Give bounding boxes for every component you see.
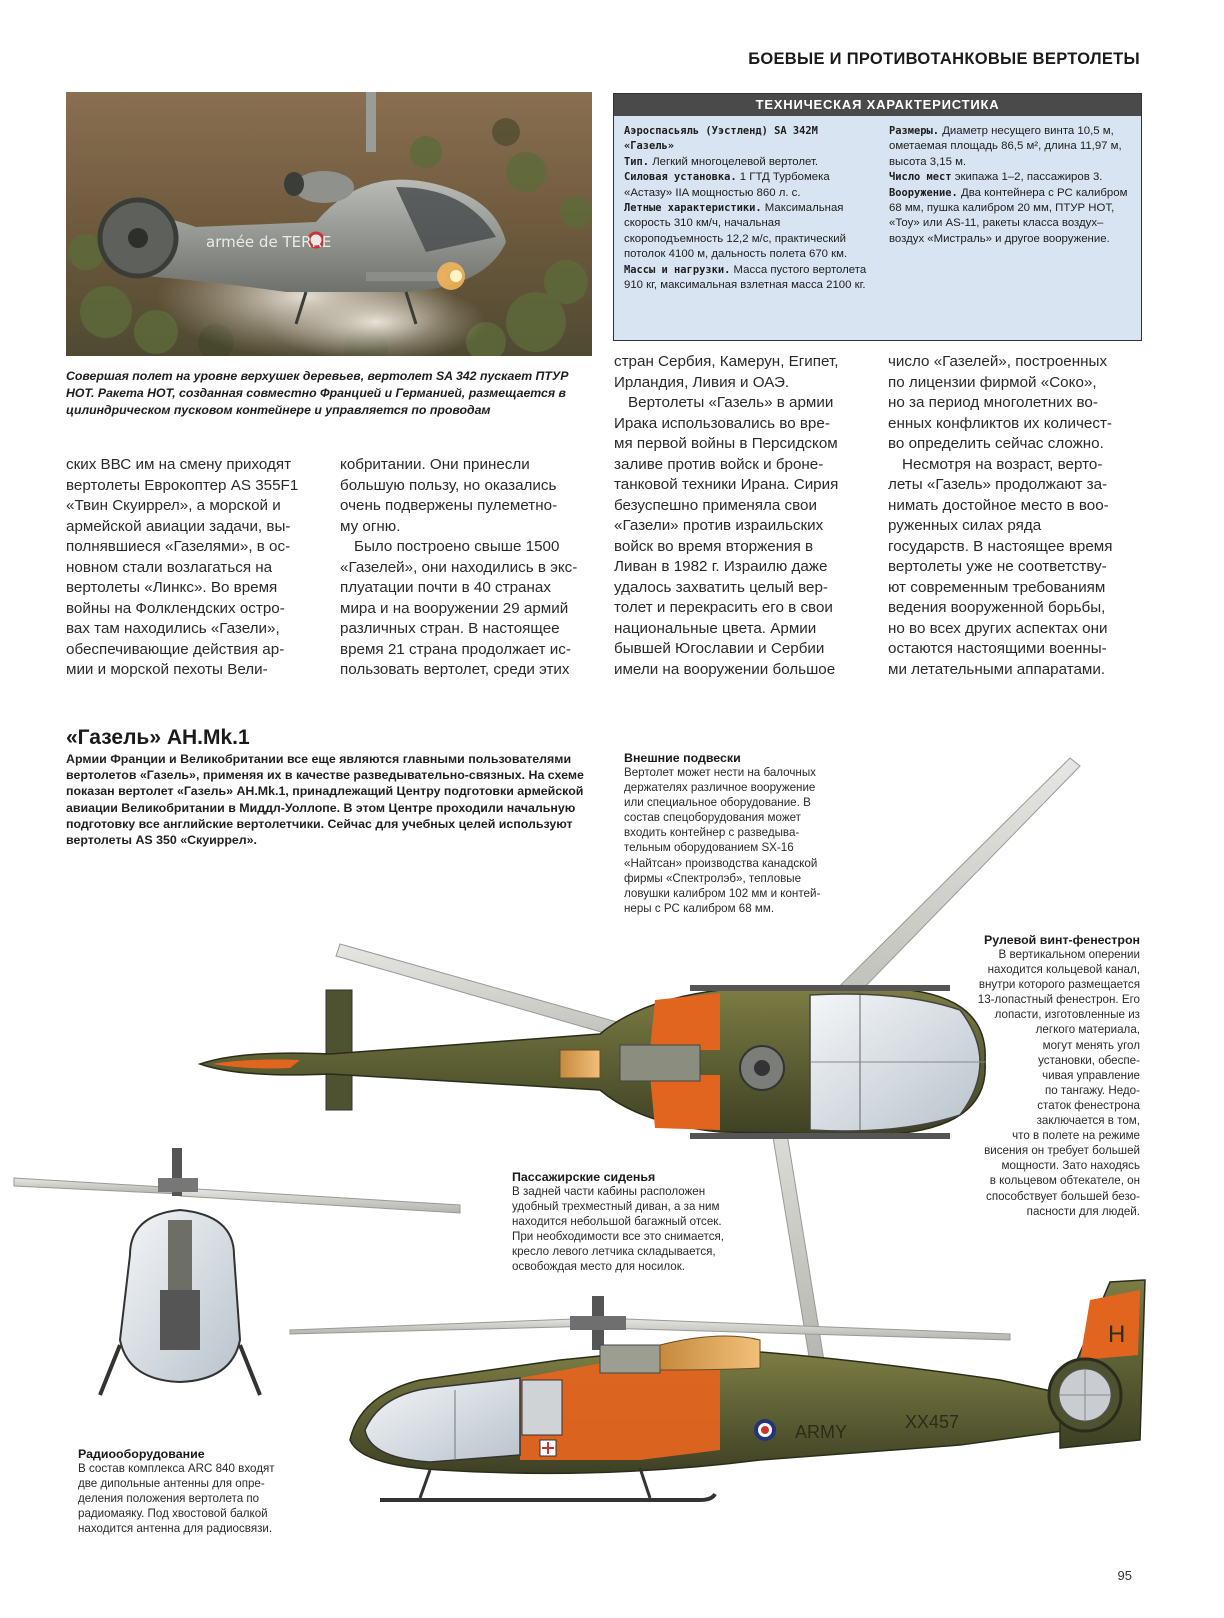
text-line: ют современным требованиям: [888, 578, 1106, 596]
text-line: танковой техники Ирана. Сирия: [614, 476, 839, 493]
callout-line: внутри которого размещается: [978, 978, 1140, 992]
callout-line: радиомаяку. Под хвостовой балкой: [78, 1507, 268, 1521]
callout-title: Радиооборудование: [78, 1447, 205, 1461]
callout-title: Внешние подвески: [624, 751, 741, 765]
text-line: остаются настоящими военны-: [888, 640, 1107, 657]
callout-line: ловушки калибром 102 мм и контей-: [624, 886, 821, 900]
diagram-intro: Армии Франции и Великобритании все еще являются главными пользователями вертолетов «Газель», применяя их в качестве разведывательно-связных. На схеме показан вертолет «Газель» AH.Mk.1, принадлежащий Центру подготовки армейской авиации Великобритании в Миддл-Уоллопе. В этом Центре проходили начальную подготовку все английские вертолетчики. Сейчас для учебных целей используют вертолеты AS 350 «Скуиррел».: [66, 752, 584, 848]
spec-label: Тип.: [624, 155, 650, 168]
callout-line: удобный трехместный диван, а за ним: [512, 1200, 720, 1214]
fuselage-lettering: armée de TERRE: [206, 233, 332, 251]
text-line: но во всех других аспектах они: [888, 619, 1108, 637]
text-line: нимать достойное место в воо-: [888, 496, 1109, 514]
text-line: армейской авиации задачи, вы-: [66, 517, 291, 535]
text-line: мира и на вооружении 29 армий: [340, 599, 569, 617]
spec-text: экипажа 1–2, пассажиров 3.: [951, 171, 1103, 184]
callout-line: кресло левого летчика складывается,: [512, 1245, 716, 1259]
callout-line: В вертикальном оперении: [998, 948, 1140, 961]
text-line: государств. В настоящее время: [888, 537, 1113, 555]
text-line: Ирландия, Ливия и ОАЭ.: [614, 373, 790, 391]
text-line: войны на Фолклендских остро-: [66, 599, 285, 617]
spec-label: Число мест: [889, 171, 952, 184]
text-line: Несмотря на возраст, верто-: [902, 455, 1103, 473]
text-line: большую пользу, но оказались: [340, 476, 557, 494]
callout-line: статок фенестрона: [1037, 1098, 1140, 1112]
spec-text: Масса пустого вертолета 910 кг, максимальная взлетная масса 2100 кг.: [624, 263, 867, 292]
text-line: леты «Газель» продолжают за-: [888, 476, 1108, 493]
text-line: безуспешно применяла свои: [614, 496, 817, 514]
callout-line: легкого материала,: [1035, 1023, 1140, 1037]
callout-fenestron: [940, 933, 1140, 1219]
callout-line: мощности. Зато находясь: [1001, 1159, 1140, 1173]
text-line: вертолеты Еврокоптер AS 355F1: [66, 476, 299, 494]
page-number: 95: [1117, 1568, 1132, 1583]
text-line: время 21 страна продолжает ис-: [340, 640, 571, 658]
callout-radio-equipment: [78, 1447, 326, 1536]
text-line: имели на вооружении большое: [614, 660, 836, 678]
spec-label: Летные характеристики.: [624, 202, 762, 215]
callout-line: способствует большей безо-: [986, 1189, 1140, 1203]
text-line: полнявшиеся «Газелями», в ос-: [66, 538, 291, 555]
callout-line: держателях различное вооружение: [624, 781, 816, 795]
callout-line: Вертолет может нести на балочных: [624, 766, 816, 779]
text-line: «Газелей», они находились в экс-: [340, 558, 578, 576]
text-line: но за период многолетних во-: [888, 394, 1098, 411]
text-line: енных конфликтов их количест-: [888, 414, 1112, 432]
text-line: вертолеты уже не соответству-: [888, 558, 1107, 575]
callout-line: состав спецоборудования может: [624, 811, 801, 825]
side-view-helicopter: [290, 1280, 1145, 1500]
callout-line: установки, обеспе-: [1038, 1053, 1140, 1067]
callout-line: освобождая место для носилок.: [512, 1260, 686, 1274]
spec-text: 1 ГТД Турбомека «Астазу» IIA мощностью 860 л. с.: [624, 171, 830, 199]
spec-text: Максимальная скорость 310 км/ч, начальная скороподъемность 12,2 м/с, практический потолок 4100 м, дальность полета 670 км.: [624, 202, 848, 261]
text-line: обеспечивающие действия ар-: [66, 640, 285, 658]
spec-label: Массы и нагрузки.: [624, 263, 731, 276]
text-line: вах там находились «Газели»,: [66, 620, 280, 637]
text-line: заливе против войск и броне-: [614, 455, 824, 473]
text-line: ских ВВС им на смену приходят: [66, 456, 292, 473]
text-line: пользовать вертолет, среди этих: [340, 661, 570, 678]
front-view-helicopter: [14, 1148, 460, 1395]
callout-line: При необходимости все это снимается,: [512, 1230, 724, 1244]
text-line: мии и морской пехоты Вели-: [66, 661, 268, 678]
text-line: бывшей Югославии и Сербии: [614, 640, 825, 657]
tail-letter: H: [1108, 1321, 1126, 1348]
spec-text: Легкий многоцелевой вертолет.: [649, 155, 819, 168]
text-line: кобритании. Они принесли: [340, 456, 530, 473]
text-line: удалось захватить целый вер-: [614, 578, 828, 596]
callout-line: входить контейнер с разведыва-: [624, 826, 800, 840]
text-line: ми летательными аппаратами.: [888, 660, 1106, 678]
callout-title: Пассажирские сиденья: [512, 1170, 656, 1184]
callout-line: лопасти, изготовленные из: [994, 1008, 1140, 1022]
callout-title: Рулевой винт-фенестрон: [984, 933, 1140, 947]
text-line: Вертолеты «Газель» в армии: [628, 394, 834, 411]
text-line: «Твин Скуиррел», а морской и: [66, 497, 281, 514]
text-line: новном стали возлагаться на: [66, 558, 273, 576]
serial-marking: XX457: [905, 1412, 960, 1432]
photo-caption: Совершая полет на уровне верхушек деревьев, вертолет SA 342 пускает ПТУР HOT. Ракета HOT, созданная совместно Францией и Германией, размещается в цилиндрическом пусковом контейнере и управляется по проводам: [66, 369, 569, 417]
callout-line: тельным оборудованием SX-16: [624, 841, 794, 855]
spec-text: Два контейнера с РС калибром 68 мм, пушка калибром 20 мм, ПТУР HOT, «Тоу» или AS-11, ракеты класса воздух–воздух «Мистраль» и другое вооружение.: [889, 186, 1128, 245]
callout-line: по тангажу. Недо-: [1044, 1083, 1140, 1097]
text-line: во определить сейчас сложно.: [888, 435, 1104, 452]
spec-label: Размеры.: [889, 125, 940, 137]
callout-line: В состав комплекса ARC 840 входят: [78, 1462, 275, 1475]
spec-label: Силовая установка.: [624, 171, 737, 184]
callout-passenger-seats: [512, 1170, 774, 1275]
text-line: Ирака использовались во вре-: [614, 414, 830, 432]
callout-line: в кольцевом обтекателе, он: [989, 1174, 1140, 1188]
text-line: различных стран. В настоящее: [340, 620, 560, 637]
text-line: национальные цвета. Армии: [614, 619, 817, 637]
callout-line: могут менять угол: [1042, 1038, 1140, 1052]
text-line: вертолеты «Линкс». Во время: [66, 579, 278, 596]
specifications-title: ТЕХНИЧЕСКАЯ ХАРАКТЕРИСТИКА: [614, 94, 1141, 116]
callout-line: находится кольцевой канал,: [987, 963, 1140, 977]
text-line: Было построено свыше 1500: [354, 538, 560, 555]
army-marking: ARMY: [795, 1422, 848, 1442]
text-line: стран Сербия, Камерун, Египет,: [614, 353, 839, 370]
section-title: БОЕВЫЕ И ПРОТИВОТАНКОВЫЕ ВЕРТОЛЕТЫ: [748, 50, 1140, 68]
text-line: ведения вооруженной борьбы,: [888, 599, 1106, 616]
callout-line: пасности для людей.: [1026, 1204, 1140, 1218]
callout-line: чивая управление: [1042, 1068, 1140, 1082]
text-line: по лицензии фирмой «Соко»,: [888, 373, 1097, 391]
text-line: му огню.: [340, 517, 401, 535]
text-line: очень подвержены пулеметно-: [340, 497, 558, 514]
callout-line: находится антенна для радиосвязи.: [78, 1522, 273, 1536]
callout-line: фирмы «Спектролэб», тепловые: [624, 871, 802, 885]
diagram-title: «Газель» AH.Mk.1: [66, 726, 250, 749]
callout-line: неры с РС калибром 68 мм.: [624, 901, 775, 915]
callout-external-stores: [624, 751, 892, 916]
spec-text: Диаметр несущего винта 10,5 м, ометаемая площадь 86,5 м², длина 11,97 м, высота 3,15 м.: [889, 125, 1122, 168]
spec-label: Аэроспасьяль (Уэстленд) SA 342M «Газель»: [624, 125, 818, 153]
text-line: число «Газелей», построенных: [888, 353, 1108, 370]
callout-line: две дипольные антенны для опре-: [78, 1477, 265, 1491]
callout-line: «Найтсан» производства канадской: [624, 856, 818, 870]
text-line: войск во время вторжения в: [614, 537, 814, 555]
spec-label: Вооружение.: [889, 186, 958, 199]
callout-line: заключается в том,: [1036, 1114, 1140, 1128]
callout-line: 13-лопастный фенестрон. Его: [977, 993, 1140, 1007]
callout-line: В задней части кабины расположен: [512, 1185, 706, 1198]
text-line: плуатации почти в 40 странах: [340, 579, 551, 596]
text-line: «Газели» против израильских: [614, 517, 824, 534]
text-line: руженных силах ряда: [888, 517, 1042, 534]
callout-line: деления положения вертолета по: [78, 1492, 260, 1506]
text-line: толет и перекрасить его в свои: [614, 599, 833, 616]
text-line: мя первой войны в Персидском: [614, 435, 838, 452]
callout-line: висения он требует большей: [984, 1144, 1140, 1158]
callout-line: находится небольшой багажный отсек.: [512, 1215, 722, 1229]
callout-line: или специальное оборудование. В: [624, 796, 811, 810]
callout-line: что в полете на режиме: [1012, 1129, 1140, 1143]
text-line: Ливан в 1982 г. Израилю даже: [614, 558, 828, 575]
